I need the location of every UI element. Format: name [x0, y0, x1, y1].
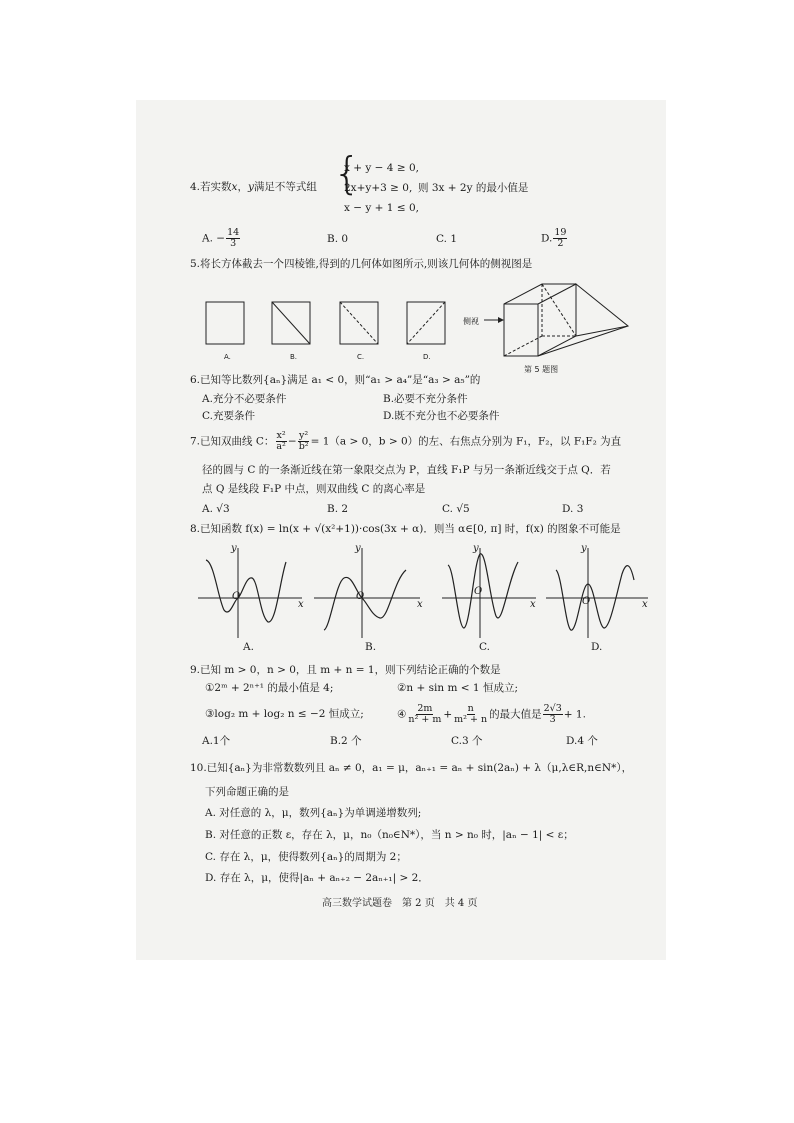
q5-label-b: B. — [290, 353, 298, 361]
q7-line-3: 点 Q 是线段 F₁P 中点，则双曲线 C 的离心率是 — [202, 483, 426, 495]
q9-s4-mid: 的最大值是 — [489, 708, 542, 721]
q9-s4-frac2-den: m² + n — [454, 714, 488, 725]
q9-statement-4 — [397, 704, 586, 725]
graph-c-y-label: y — [473, 543, 479, 554]
q7-stem-prefix: 7.已知双曲线 C： — [190, 435, 275, 448]
q7-option-b: B. 2 — [327, 503, 349, 515]
q4-stem — [190, 181, 317, 194]
q7-minus: − — [287, 435, 297, 448]
q9-option-b: B.2 个 — [330, 735, 362, 747]
q9-s4-frac1-den: n² + m — [408, 714, 442, 725]
view-d-diagonal — [407, 302, 445, 344]
graph-c-origin-label: O — [474, 586, 483, 597]
q4-stem-prefix: 4.若实数 — [190, 181, 232, 193]
q4-option-b: B. 0 — [327, 233, 349, 245]
q9-stem: 9.已知 m > 0，n > 0，且 m + n = 1，则下列结论正确的个数是 — [190, 664, 501, 676]
q9-s4-end: + 1. — [563, 708, 586, 721]
view-d-rect — [407, 302, 445, 344]
q5-figure-caption: 第 5 题图 — [524, 365, 559, 374]
q7-line-2: 径的圆与 C 的一条渐近线在第一象限交点为 P，直线 F₁P 与另一条渐近线交于点 Q．若 — [202, 464, 611, 476]
page-footer: 高三数学试题卷 第 2 页 共 4 页 — [322, 898, 478, 909]
q7-stem — [190, 431, 621, 452]
q5-label-d: D. — [423, 353, 431, 361]
graph-d-y-label: y — [581, 543, 587, 554]
graph-b — [314, 548, 420, 638]
graph-a — [198, 548, 302, 638]
q4-comma: ， — [237, 181, 248, 193]
q6-option-c: C.充要条件 — [202, 410, 255, 422]
q10-stem-2: 下列命题正确的是 — [205, 786, 289, 798]
view-c-rect — [340, 302, 378, 344]
graph-d-origin-label: O — [582, 596, 591, 607]
q7-frac2-den: b² — [298, 441, 309, 452]
view-a-rect — [206, 302, 244, 344]
q9-s4-frac3-den: 3 — [549, 714, 556, 725]
solid-hidden-diagonal — [542, 284, 576, 336]
q9-s4-frac3-num: 2√3 — [543, 703, 562, 714]
graph-a-x-label: x — [298, 599, 304, 610]
q4-option-c: C. 1 — [436, 233, 458, 245]
q9-option-a: A.1个 — [202, 735, 231, 747]
graph-b-y-label: y — [355, 543, 361, 554]
q10-option-d: D. 存在 λ，μ，使得|aₙ + aₙ₊₂ − 2aₙ₊₁| > 2． — [205, 872, 429, 884]
q9-s4-frac2-num: n — [467, 703, 474, 714]
q6-option-d: D.既不充分也不必要条件 — [383, 410, 500, 422]
q4-option-d-prefix: D. — [541, 232, 553, 245]
q4-inequality-2: 2x+y+3 ≥ 0, — [344, 182, 413, 194]
q5-stem: 5.将长方体截去一个四棱锥,得到的几何体如图所示,则该几何体的侧视图是 — [190, 258, 533, 270]
q5-views — [200, 298, 450, 350]
q10-option-a: A. 对任意的 λ，μ，数列{aₙ}为单调递增数列; — [205, 807, 422, 819]
q7-frac1-den: a² — [276, 441, 286, 452]
graph-c — [442, 548, 536, 638]
graph-c-x-label: x — [530, 599, 536, 610]
q5-side-view-label: 侧视 — [463, 317, 479, 326]
view-c-diagonal — [340, 302, 378, 344]
q4-option-a — [202, 228, 241, 249]
q6-option-a: A.充分不必要条件 — [202, 393, 287, 405]
q7-option-c: C. √5 — [442, 503, 470, 515]
q4-stem-mid: 满足不等式组 — [253, 181, 317, 193]
q9-s4-prefix: ④ — [397, 708, 407, 721]
q4-option-d-num: 19 — [554, 227, 567, 238]
q5-solid-figure — [482, 282, 632, 364]
q9-option-d: D.4 个 — [566, 735, 598, 747]
q8-label-c: C. — [479, 641, 490, 653]
q7-frac1-num: x² — [276, 430, 286, 441]
q7-option-a: A. √3 — [202, 503, 230, 515]
graph-a-origin-label: O — [232, 591, 241, 602]
q7-stem-rest: = 1（a > 0，b > 0）的左、右焦点分别为 F₁，F₂，以 F₁F₂ 为直 — [310, 435, 622, 448]
q9-statement-2: ②n + sin m < 1 恒成立; — [397, 682, 518, 694]
q4-stem-end: 则 3x + 2y 的最小值是 — [418, 182, 529, 194]
q4-inequality-3: x − y + 1 ≤ 0, — [344, 202, 419, 214]
q7-option-d: D. 3 — [562, 503, 584, 515]
q5-label-a: A. — [224, 353, 231, 361]
q4-option-a-prefix: A. − — [202, 232, 226, 245]
side-view-arrow-head — [498, 317, 504, 323]
q4-system-brace: { — [333, 148, 361, 199]
q9-s4-plus: + — [443, 708, 453, 721]
q8-label-d: D. — [591, 641, 603, 653]
q9-option-c: C.3 个 — [451, 735, 483, 747]
q8-label-a: A. — [243, 641, 254, 653]
graph-d — [546, 548, 648, 638]
q4-var-y: y — [247, 181, 254, 193]
q8-graphs — [196, 540, 652, 640]
solid-hidden-bottom — [504, 336, 542, 356]
q10-stem: 10.已知{aₙ}为非常数数列且 aₙ ≠ 0，a₁ = μ，aₙ₊₁ = aₙ + sin(2aₙ) + λ（μ,λ∈R,n∈N*）， — [190, 762, 633, 774]
q9-statement-3: ③log₂ m + log₂ n ≤ −2 恒成立; — [205, 708, 364, 720]
q9-statement-1: ①2ᵐ + 2ⁿ⁺¹ 的最小值是 4; — [205, 682, 334, 694]
view-b-diagonal — [272, 302, 310, 344]
q8-stem: 8.已知函数 f(x) = ln(x + √(x²+1))·cos(3x + α)．则当 α∈[0, π] 时，f(x) 的图象不可能是 — [190, 523, 621, 535]
graph-b-x-label: x — [417, 599, 423, 610]
q10-option-b: B. 对任意的正数 ε，存在 λ，μ，n₀（n₀∈N*），当 n > n₀ 时，|aₙ − 1| < ε； — [205, 829, 574, 841]
q4-option-a-den: 3 — [230, 238, 237, 249]
q6-stem: 6.已知等比数列{aₙ}满足 a₁ < 0，则“a₁ > a₄”是“a₃ > a₅”的 — [190, 374, 481, 386]
q4-var-x: x — [231, 181, 238, 193]
graph-a-y-label: y — [231, 543, 237, 554]
solid-top-edge — [538, 284, 576, 304]
q5-label-c: C. — [357, 353, 365, 361]
q4-inequality-1: x + y − 4 ≥ 0, — [344, 162, 419, 174]
q10-option-c: C. 存在 λ，μ，使得数列{aₙ}的周期为 2； — [205, 851, 407, 863]
q4-option-d-den: 2 — [557, 238, 564, 249]
q4-option-a-num: 14 — [227, 227, 240, 238]
q6-option-b: B.必要不充分条件 — [383, 393, 468, 405]
q9-s4-frac1-num: 2m — [417, 703, 433, 714]
q8-label-b: B. — [365, 641, 377, 653]
solid-wedge-base — [538, 326, 628, 356]
graph-b-origin-label: O — [356, 591, 365, 602]
q7-frac2-num: y² — [299, 430, 309, 441]
q4-option-d — [541, 228, 568, 249]
graph-d-x-label: x — [642, 599, 648, 610]
